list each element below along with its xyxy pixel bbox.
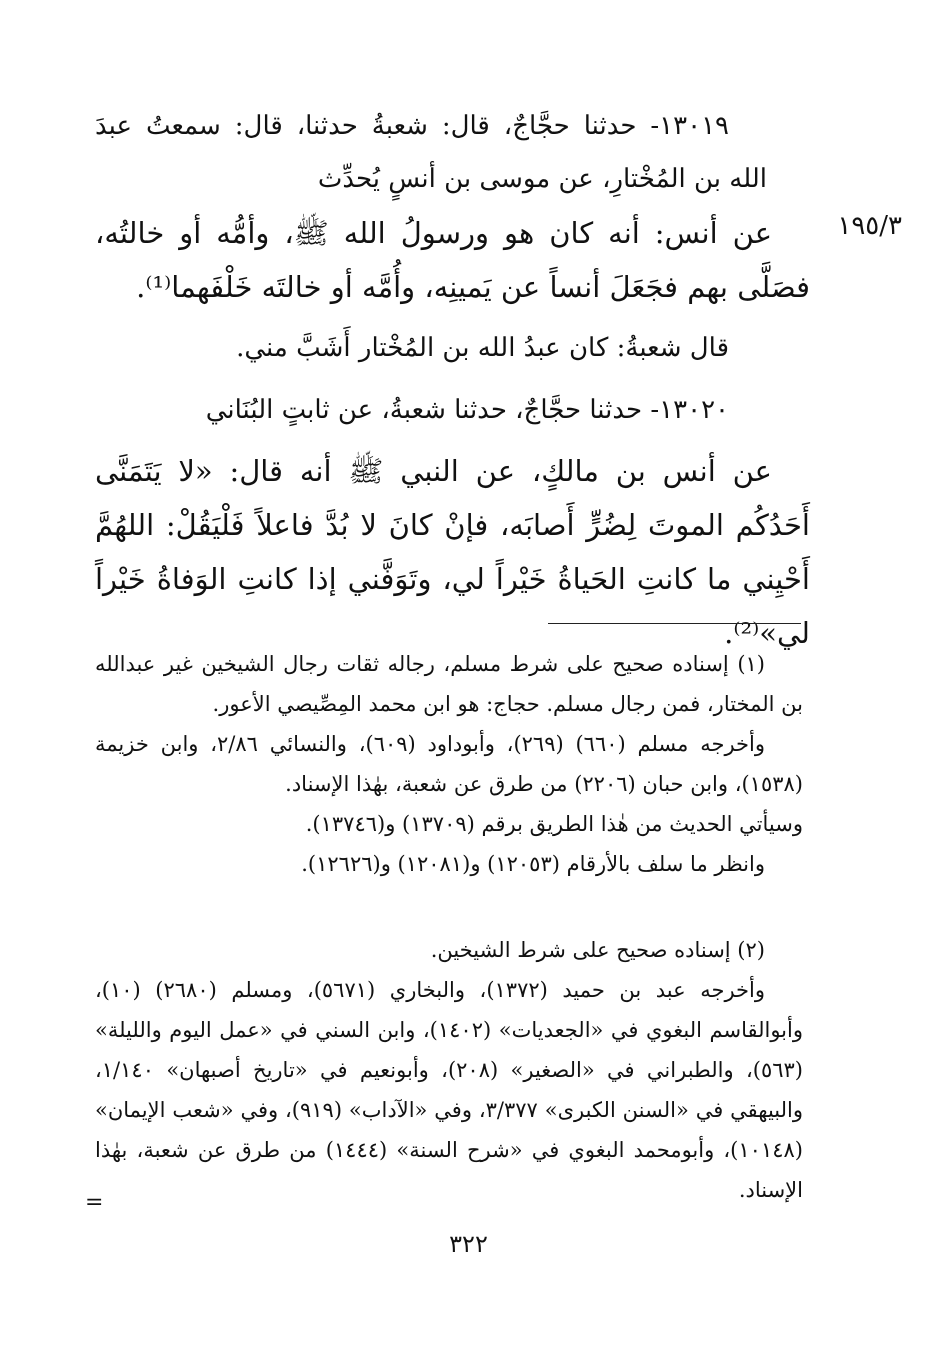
page-number: ٣٢٢ <box>449 1230 488 1258</box>
footnote-2: (٢) إسناده صحيح على شرط الشيخين. وأخرجه عبد بن حميد (١٣٧٢)، والبخاري (٥٦٧١)، ومسلم (٢٦٨٠) (١٠)، وأبوالقاسم البغوي في «الجعديات» (١٤٠٢)، وابن السني في «عمل اليوم والليلة» (٥٦٣)، والطبراني في «الصغير» (٢٠٨)، وأبونعيم في «تاريخ أصبهان» ١/١٤٠، والبيهقي في «السنن الكبرى» ٣/٣٧٧، وفي «الآداب» (٩١٩)، وفي «شعب الإيمان» (١٠١٤٨)، وأبومحمد البغوي في «شرح السنة» (١٤٤٤) من طرق عن شعبة، بهٰذا الإسناد. <box>95 938 803 1202</box>
hadith-13019-isnad: ١٣٠١٩- حدثنا حجَّاجٌ، قال: شعبةُ حدثنا، قال: سمعتُ عبدَ الله بن المُخْتارِ، عن موسى بن أنسٍ يُحدِّث <box>95 111 767 194</box>
continuation-mark: = <box>85 1190 104 1215</box>
hadith-13020-isnad: ١٣٠٢٠- حدثنا حجَّاجٌ، حدثنا شعبةُ، عن ثابتٍ البُنَاني <box>205 395 729 425</box>
hadith-13020-matn: عن أنس بن مالكٍ، عن النبي ﷺ أنه قال: «لا يَتَمَنَّى أَحَدُكُم الموتَ لِضُرٍّ أَصابَه، فإنْ كانَ لا بُدَّ فاعلاً فَلْيَقُلْ: اللهُمَّ أَحْيِني ما كانتِ الحَياةُ خَيْراً لي، وتَوَفَّني إذا كانتِ الوَفاةُ خَيْراً لي»⁽²⁾. <box>95 454 810 650</box>
hadith-13019-matn: عن أنس: أنه كان هو ورسولُ الله ﷺ، وأمُّه أو خالتُه، فصَلَّى بهم فجَعَلَ أنساً عن يَمينِه، وأُمَّه أو خالتَه خَلْفَهما⁽¹⁾. <box>95 216 810 304</box>
margin-volume-page-reference: ١٩٥/٣ <box>837 211 902 241</box>
footnote-1: (١) إسناده صحيح على شرط مسلم، رجاله ثقات رجال الشيخين غير عبدالله بن المختار، فمن رجال مسلم. حجاج: هو ابن محمد المِصِّيصي الأعور. وأخرجه مسلم (٦٦٠) (٢٦٩)، وأبوداود (٦٠٩)، والنسائي ٢/٨٦، وابن خزيمة (١٥٣٨)، وابن حبان (٢٢٠٦) من طرق عن شعبة، بهٰذا الإسناد. وسيأتي الحديث من هٰذا الطريق برقم (١٣٧٠٩) و(١٣٧٤٦). وانظر ما سلف بالأرقام (١٢٠٥٣) و(١٢٠٨١) و(١٢٦٢٦). <box>95 652 803 876</box>
shuba-note: قال شعبةُ: كان عبدُ الله بن المُخْتار أَشَبَّ مني. <box>236 333 729 363</box>
footnote-separator <box>548 623 801 624</box>
